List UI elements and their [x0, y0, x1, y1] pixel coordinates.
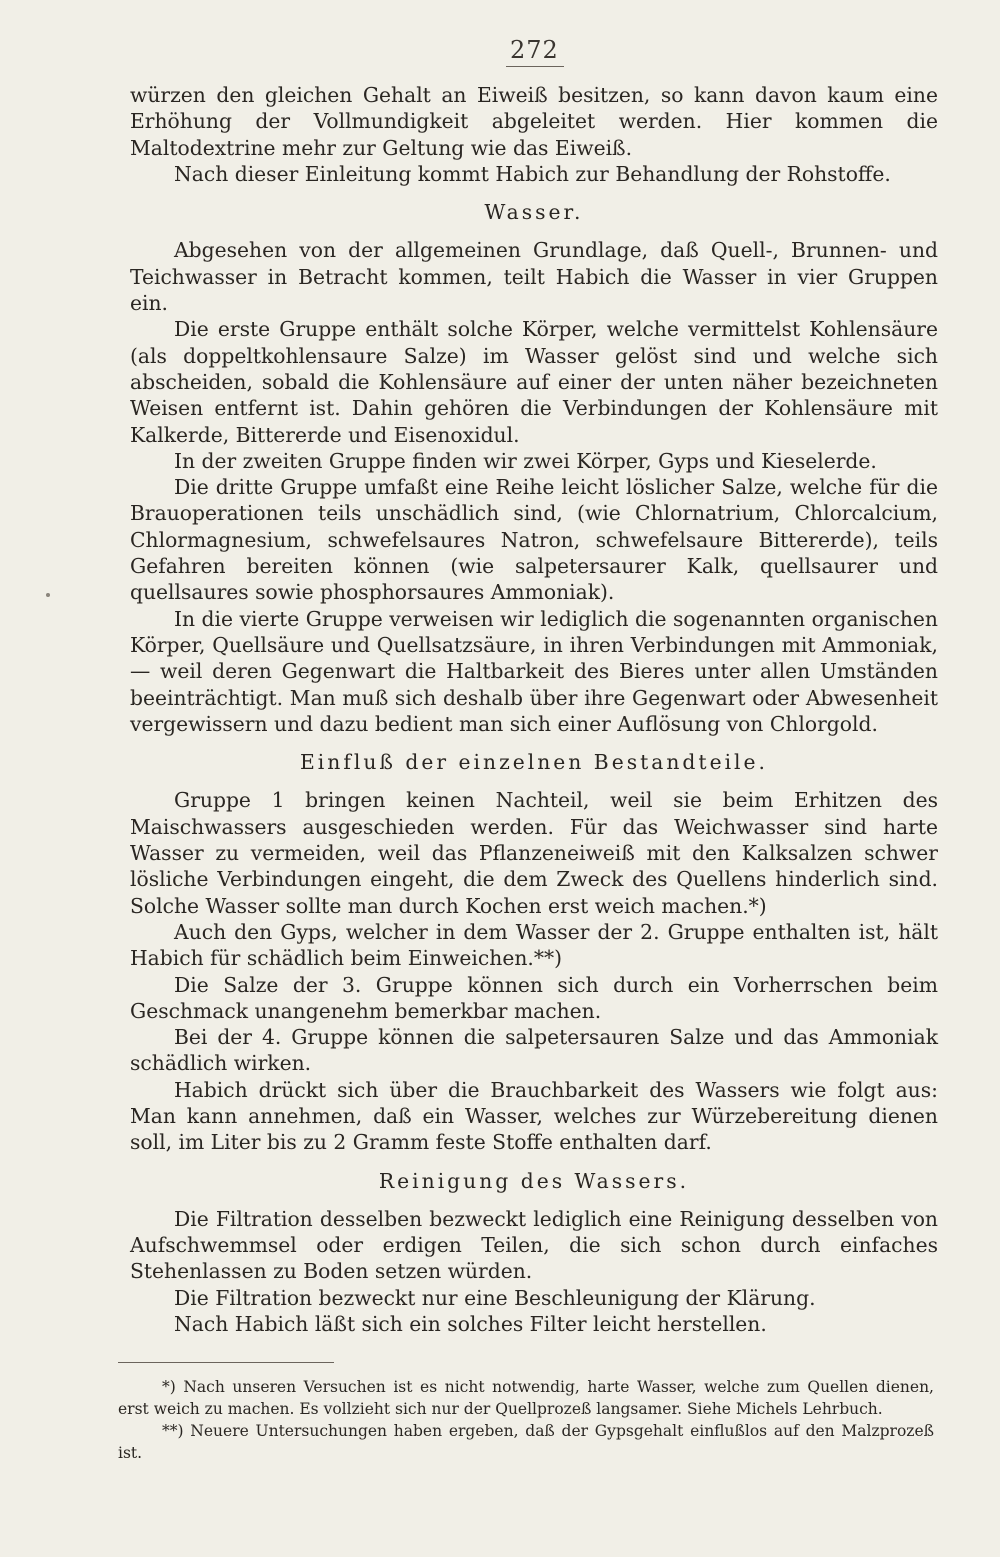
section-heading-einfluss: Einfluß der einzelnen Bestandteile. [299, 750, 768, 775]
paragraph: Die dritte Gruppe umfaßt eine Reihe leicht löslicher Salze, welche für die Brauoperationen teils unschädlich sind, (wie Chlornatrium, Chlorcalcium, Chlormagnesium, schwefelsaures Natron, schwefelsaure Bittererde), teils Gefahren bereiten können (wie salpetersaurer Kalk, quellsaurer und quellsaures sowie phosphorsaures Ammoniak). [130, 475, 938, 605]
paragraph: In die vierte Gruppe verweisen wir lediglich die sogenannten organischen Körper, Quellsäure und Quellsatzsäure, in ihren Verbindungen mit Ammoniak, — weil deren Gegenwart die Haltbarkeit des Bieres unter allen Umständen beeinträchtigt. Man muß sich deshalb über ihre Gegenwart oder Abwesenheit vergewissern und dazu bedient man sich einer Auflösung von Chlorgold. [130, 606, 938, 736]
paragraph: Habich drückt sich über die Brauchbarkeit des Wassers wie folgt aus: Man kann annehmen, daß ein Wasser, welches zur Würzebereitung dienen soll, im Liter bis zu 2 Gramm feste Stoffe enthalten darf. [130, 1077, 938, 1155]
paragraph: Die Filtration bezweckt nur eine Beschleunigung der Klärung. [174, 1285, 816, 1310]
paragraph: Gruppe 1 bringen keinen Nachteil, weil sie beim Erhitzen des Maischwassers ausgeschieden werden. Für das Weichwasser sind harte Wasser zu vermeiden, weil das Pflanzeneiweiß mit den Kalksalzen schwer lösliche Verbindungen eingeht, die dem Zweck des Quellens hinderlich sind. Solche Wasser sollte man durch Kochen erst weich machen.*) [130, 788, 938, 918]
section-heading-wasser: Wasser. [484, 200, 584, 225]
paragraph-continuation: würzen den gleichen Gehalt an Eiweiß besitzen, so kann davon kaum eine Erhöhung der Vollmundigkeit abgeleitet werden. Hier kommen die Maltodextrine mehr zur Geltung wie das Eiweiß. [130, 83, 938, 160]
body-text [130, 82, 938, 1337]
margin-mark [46, 593, 50, 597]
paragraph: Bei der 4. Gruppe können die salpetersauren Salze und das Ammoniak schädlich wirken. [130, 1025, 938, 1076]
footnote-rule [118, 1362, 334, 1363]
paragraph: Die erste Gruppe enthält solche Körper, welche vermittelst Kohlensäure (als doppeltkohlensaure Salze) im Wasser gelöst sind und welche sich abscheiden, sobald die Kohlensäure auf einer der unten näher bezeichneten Weisen entfernt ist. Dahin gehören die Verbindungen der Kohlensäure mit Kalkerde, Bittererde und Eisenoxidul. [130, 317, 938, 447]
paragraph: In der zweiten Gruppe finden wir zwei Körper, Gyps und Kieselerde. [174, 448, 877, 473]
paragraph: Nach Habich läßt sich ein solches Filter leicht herstellen. [174, 1312, 767, 1337]
footnote: *) Nach unseren Versuchen ist es nicht notwendig, harte Wasser, welche zum Quellen dienen, erst weich zu machen. Es vollzieht sich nur der Quellprozeß langsamer. Siehe Michels Lehrbuch. [118, 1378, 934, 1418]
paragraph: Die Salze der 3. Gruppe können sich durch ein Vorherrschen beim Geschmack unangenehm bemerkbar machen. [130, 972, 938, 1023]
footnotes [118, 1376, 934, 1464]
section-heading-reinigung: Reinigung des Wassers. [378, 1168, 690, 1193]
footnote: **) Neuere Untersuchungen haben ergeben, daß der Gypsgehalt einflußlos auf den Malzprozeß ist. [118, 1422, 934, 1462]
paragraph: Die Filtration desselben bezweckt lediglich eine Reinigung desselben von Aufschwemmsel oder erdigen Teilen, die sich schon durch einfaches Stehenlassen zu Boden setzen würden. [130, 1206, 938, 1284]
paragraph-introduction: Nach dieser Einleitung kommt Habich zur Behandlung der Rohstoffe. [174, 161, 891, 186]
page-number: 272 [510, 36, 559, 64]
paragraph: Abgesehen von der allgemeinen Grundlage, daß Quell-, Brunnen- und Teichwasser in Betracht kommen, teilt Habich die Wasser in vier Gruppen ein. [130, 238, 938, 316]
page-number-rule [506, 66, 564, 67]
paragraph: Auch den Gyps, welcher in dem Wasser der 2. Gruppe enthalten ist, hält Habich für schädlich beim Einweichen.**) [130, 919, 938, 971]
